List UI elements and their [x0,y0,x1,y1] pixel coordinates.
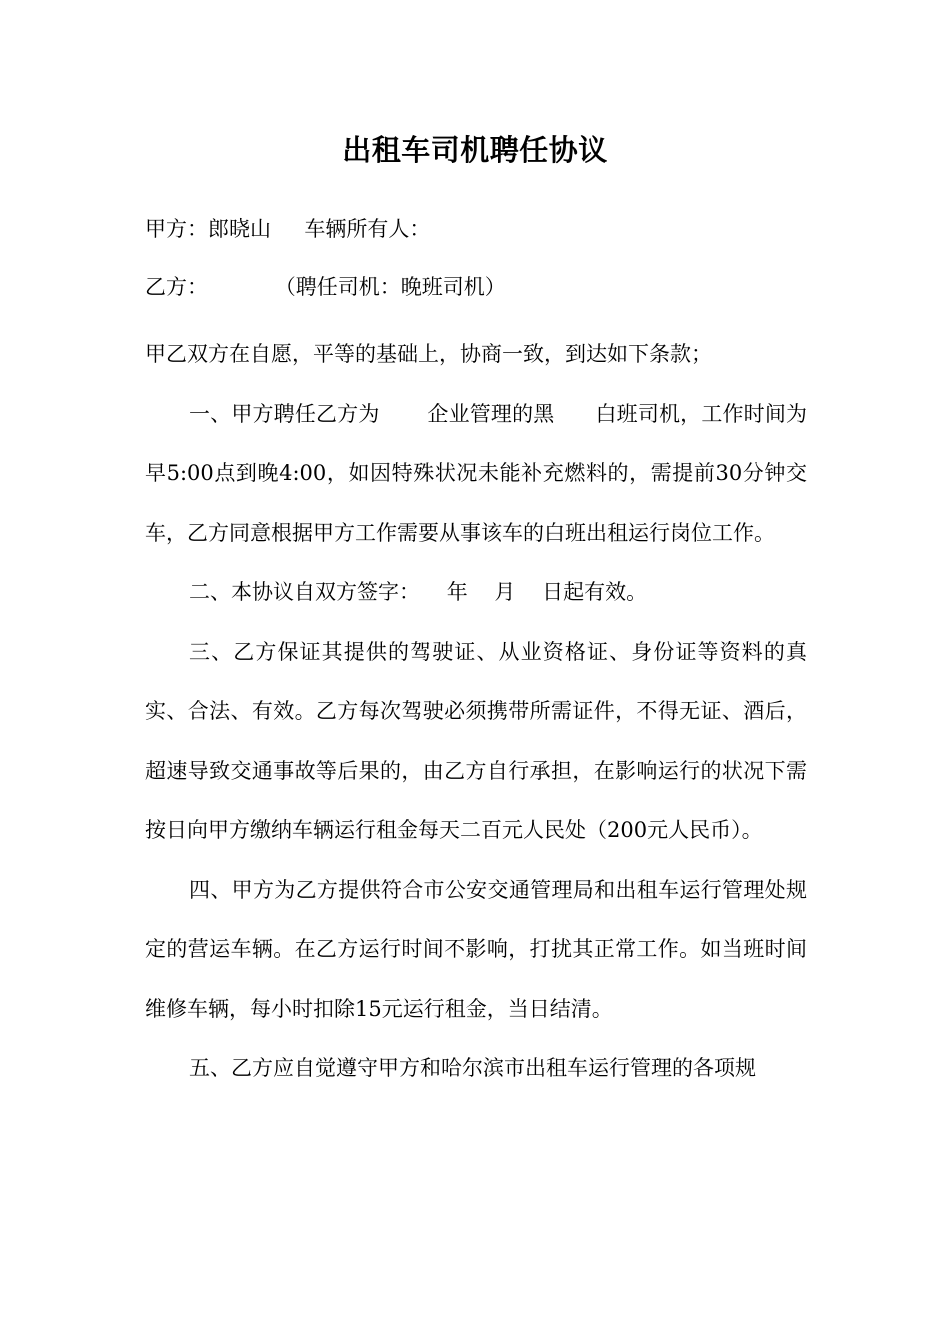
agreement-body [145,325,807,1099]
clause-1: 一、甲方聘任乙方为 企业管理的黑 白班司机，工作时间为早5:00点到晚4:00，如因特殊状况未能补充燃料的，需提前30分钟交车，乙方同意根据甲方工作需要从事该车的白班出租运行岗位工作。 [145,401,807,545]
clause-3: 三、乙方保证其提供的驾驶证、从业资格证、身份证等资料的真实、合法、有效。乙方每次驾驶必须携带所需证件，不得无证、酒后，超速导致交通事故等后果的，由乙方自行承担，在影响运行的状况下需按日向甲方缴纳车辆运行租金每天二百元人民处（200元人民币）。 [145,639,807,842]
preamble-paragraph: 甲乙双方在自愿，平等的基础上，协商一致，到达如下条款； [145,342,712,366]
clause-4: 四、甲方为乙方提供符合市公安交通管理局和出租车运行管理处规定的营运车辆。在乙方运行时间不影响，打扰其正常工作。如当班时间维修车辆，每小时扣除15元运行租金，当日结清。 [145,877,807,1021]
document-title: 出租车司机聘任协议 [342,133,608,167]
party-b-line: 乙方： （聘任司机：晚班司机） [145,275,506,299]
clause-5: 五、乙方应自觉遵守甲方和哈尔滨市出租车运行管理的各项规 [189,1056,756,1080]
party-a-line: 甲方：郎晓山 车辆所有人： [145,217,431,241]
clause-2: 二、本协议自双方签字： 年 月 日起有效。 [189,580,648,604]
